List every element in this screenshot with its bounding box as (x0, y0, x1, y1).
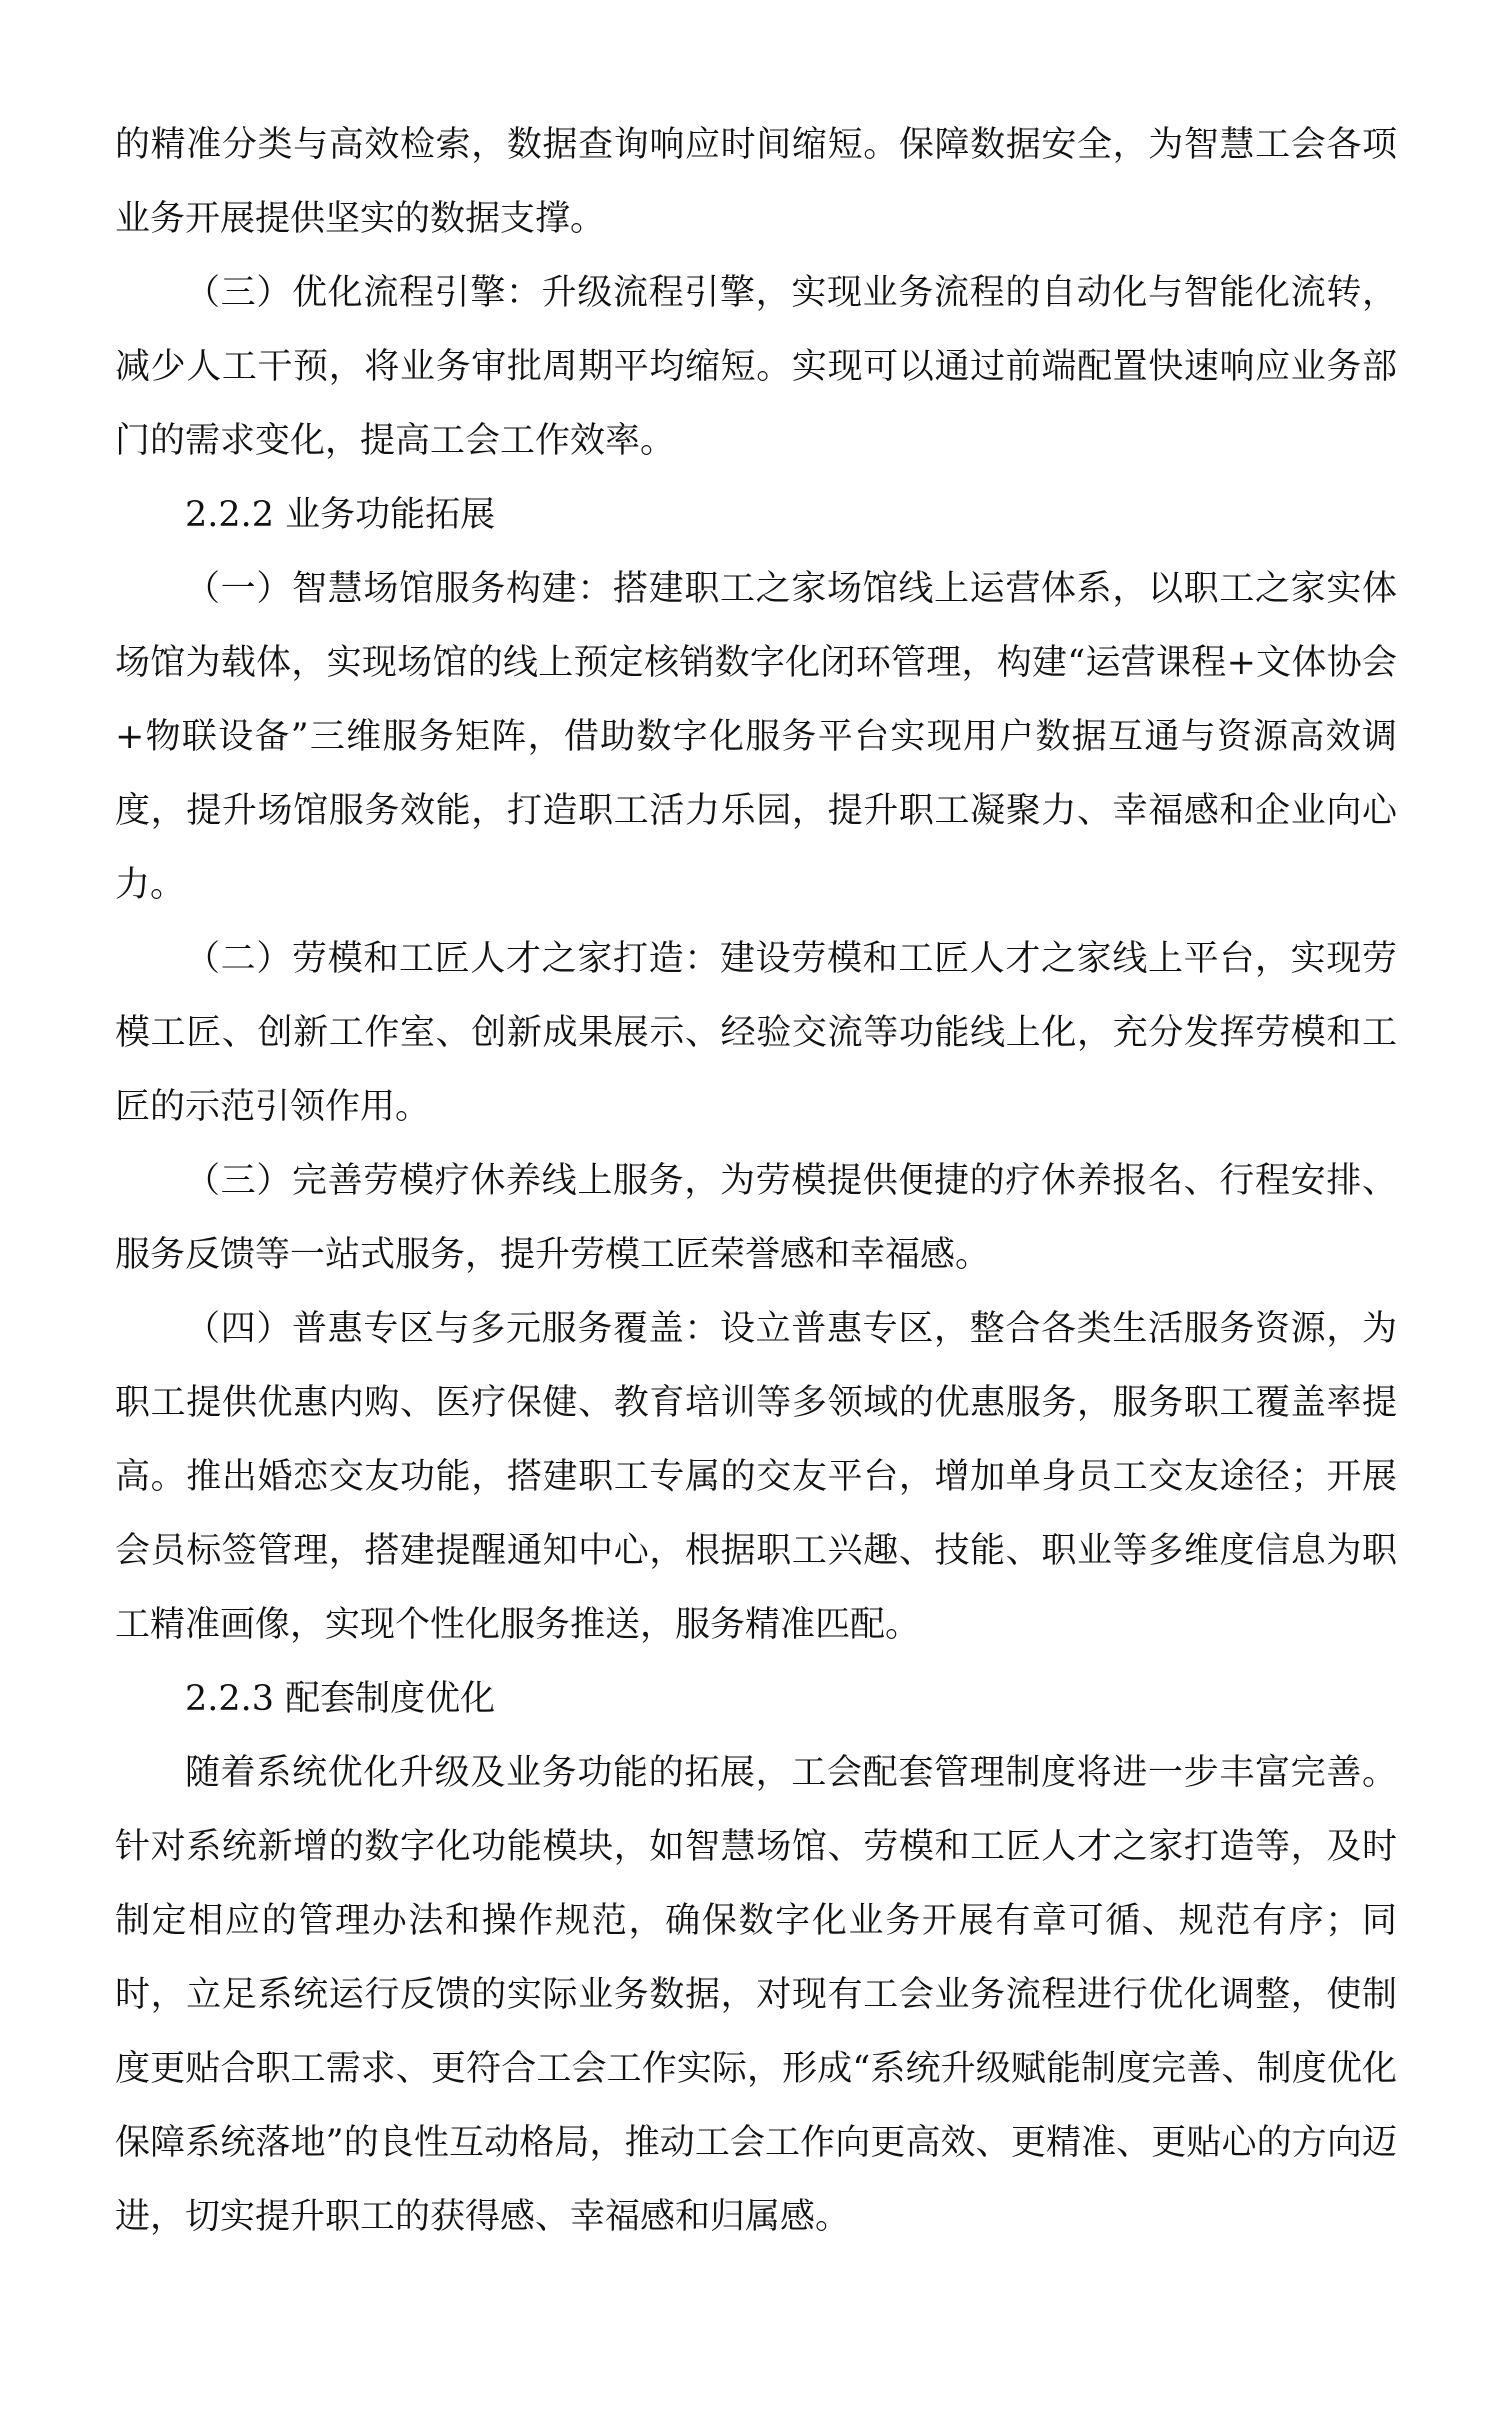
paragraph-continuation: 的精准分类与高效检索，数据查询响应时间缩短。保障数据安全，为智慧工会各项业务开展提供坚实的数据支撑。 (115, 125, 1397, 239)
paragraph-model-worker-home: （二）劳模和工匠人才之家打造：建设劳模和工匠人才之家线上平台，实现劳模工匠、创新工作室、创新成果展示、经验交流等功能线上化，充分发挥劳模和工匠的示范引领作用。 (115, 939, 1397, 1127)
paragraph-system-optimization: 随着系统优化升级及业务功能的拓展，工会配套管理制度将进一步丰富完善。针对系统新增的数字化功能模块，如智慧场馆、劳模和工匠人才之家打造等，及时制定相应的管理办法和操作规范，确保数字化业务开展有章可循、规范有序；同时，立足系统运行反馈的实际业务数据，对现有工会业务流程进行优化调整，使制度更贴合职工需求、更符合工会工作实际，形成“系统升级赋能制度完善、制度优化保障系统落地”的良性互动格局，推动工会工作向更高效、更精准、更贴心的方向迈进，切实提升职工的获得感、幸福感和归属感。 (115, 1753, 1397, 2237)
paragraph-recuperation: （三）完善劳模疗休养线上服务，为劳模提供便捷的疗休养报名、行程安排、服务反馈等一站式服务，提升劳模工匠荣誉感和幸福感。 (115, 1161, 1397, 1275)
paragraph-benefits-zone: （四）普惠专区与多元服务覆盖：设立普惠专区，整合各类生活服务资源，为职工提供优惠内购、医疗保健、教育培训等多领域的优惠服务，服务职工覆盖率提高。推出婚恋交友功能，搭建职工专属的交友平台，增加单身员工交友途径；开展会员标签管理，搭建提醒通知中心，根据职工兴趣、技能、职业等多维度信息为职工精准画像，实现个性化服务推送，服务精准匹配。 (115, 1309, 1397, 1645)
paragraph-smart-venue: （一）智慧场馆服务构建：搭建职工之家场馆线上运营体系，以职工之家实体场馆为载体，实现场馆的线上预定核销数字化闭环管理，构建“运营课程+文体协会+物联设备”三维服务矩阵，借助数字化服务平台实现用户数据互通与资源高效调度，提升场馆服务效能，打造职工活力乐园，提升职工凝聚力、幸福感和企业向心力。 (115, 569, 1397, 905)
document-body (115, 108, 1397, 2254)
section-heading-2-2-2: 2.2.2 业务功能拓展 (185, 495, 496, 535)
section-heading-2-2-3: 2.2.3 配套制度优化 (185, 1679, 496, 1719)
paragraph-process-engine: （三）优化流程引擎：升级流程引擎，实现业务流程的自动化与智能化流转，减少人工干预，将业务审批周期平均缩短。实现可以通过前端配置快速响应业务部门的需求变化，提高工会工作效率。 (115, 273, 1397, 461)
